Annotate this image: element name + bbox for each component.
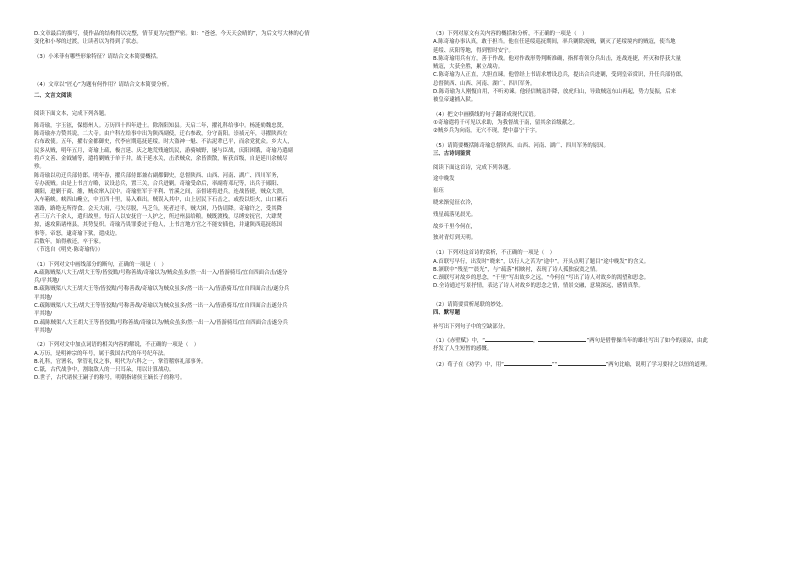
option-line: B.陈奇瑜用兵有方，善于作战。他对作战形势判断准确，指挥将领分兵出击，连战连捷，歼灭和俘获大量 bbox=[433, 55, 681, 62]
section-heading: 四、默写题 bbox=[433, 310, 460, 317]
text-line: D.文章最后的描写，使作品的结构得以完整，情节更为完整严密。如：“爸爸，今天天会晴的”，为后文写大林的心情 bbox=[34, 31, 310, 37]
fill-text: ”两句比喻，说明了学习要持之以恒的道理。 bbox=[605, 362, 711, 369]
passage-line: 陈奇瑜以功迁兵部侍郎。明年春，擢兵部侍郎兼右副都御史，总督陕西、山西、河南、湖广、四川军务， bbox=[34, 172, 282, 179]
fill-question-1 bbox=[433, 335, 771, 345]
poem-author: 崔珏 bbox=[433, 188, 444, 195]
option-line: B.颔联中“残星”“晨光”，与“疏落”相映衬，表现了诗人孤独寂寞之情。 bbox=[433, 266, 601, 273]
passage-source: （节选自《明史·陈奇瑜传》） bbox=[34, 247, 104, 254]
reading-intro: 阅读下面文本，完成下列各题。 bbox=[34, 111, 110, 118]
poem-line: 晓来渐觉征衣冷， bbox=[433, 200, 477, 207]
option-line: 平其地/ bbox=[34, 311, 52, 318]
fill-blank[interactable] bbox=[504, 359, 552, 366]
passage-line: 陈奇瑜亦力赞其说，二大寺。由户科左给事中出为陕西副使，迁右参政，分守南阳。崇祯元年，寻擢陕西左 bbox=[34, 131, 288, 138]
question-5: （5）请简要概括陈奇瑜总督陕西、山西、河南、湖广、四川军务的原因。 bbox=[433, 142, 609, 149]
option-line: 兵/平其地/ bbox=[34, 278, 60, 285]
fill-blank[interactable] bbox=[558, 359, 606, 366]
fill-question-2 bbox=[433, 359, 771, 369]
fill-text: ”两句是借曹操当年的雄壮写出了如今的凄凉，由此 bbox=[586, 337, 708, 344]
question-2: （2）请简要赏析尾联的妙处。 bbox=[433, 301, 507, 308]
question-3: （3）下列对原文有关内容的概括和分析，不正确的一项是（ ） bbox=[433, 31, 588, 37]
question-3: （3）小米菲有哪些形象特征？请结合文本简要概括。 bbox=[34, 53, 162, 60]
question-1: （1）下列对文中画线部分的断句，正确的一项是（ ） bbox=[34, 261, 167, 268]
option-line: C.舐，古代战争中，割取敌人的一只耳朵，用以计算战功。 bbox=[34, 367, 175, 374]
option-line: B.疏陈贼渠八大王胡大王等/皆狡黠/号称善战/奇瑜以为贼众虽多/然一出一入/皆游骑耳/宜自四面合击/遂分兵 bbox=[34, 286, 290, 293]
question-4: （4）把文中画横线的句子翻译成现代汉语。 bbox=[433, 111, 539, 118]
poem-title: 途中晚发 bbox=[433, 176, 455, 183]
question-4: （4）文章以“匠心”为题有何作用？请结合文本简要分析。 bbox=[34, 81, 173, 88]
option-line: 贼寇，大获全胜，累立战功。 bbox=[433, 64, 504, 71]
option-line: A.陈奇瑜办事认真，敢于担当。他在任延绥巡抚期间，率兵剿除流贼，剿灭了延绥境内的贼寇，使当地 bbox=[433, 39, 676, 46]
option-line: A.首联写早行，出发时“晓来”，以行人之苦为“途中”。开头点明了题目“途中晚发”的含义。 bbox=[433, 258, 650, 265]
option-line: 总督陕西、山西、河南、湖广、四川军务。 bbox=[433, 80, 536, 87]
passage-line: 右布政使。五年，擢右金都御史，代李应期巡抚延绥。时大盗神一魁、不沾泥辈已平，而余党犹众。乡大人， bbox=[34, 139, 293, 146]
question-1: （1）下列对这首诗的赏析，不正确的一项是（ ） bbox=[433, 250, 556, 257]
option-line: B.礼科，官署名，掌管礼仪之事，明代为六科之一，掌管稽察礼部事务。 bbox=[34, 358, 207, 365]
passage-line: 将卢文善、金钺辅等，遣将剿贼于单于井，战于延水关，击杀贼众，余皆溃散，斩获首级，自是延川余贼尽 bbox=[34, 155, 288, 162]
passage-line: 殄。 bbox=[34, 164, 45, 171]
passage-line: 后数年，始得赦还，卒于家。 bbox=[34, 238, 105, 245]
fill-question-1-tail: 抒发了人生短暂的感慨。 bbox=[433, 345, 493, 352]
text-line: 变化和小琴的过渡，让读者以为得到了状态。 bbox=[34, 39, 142, 46]
passage-line: 民多从贼，明年五月，奇瑜上疏，极言延、庆之地荒残逾饥民，游骑城野，屡与臣战，庆阳困饿，奇瑜乃遣副 bbox=[34, 147, 293, 154]
passage-line: 塞路，路绝无所得食。会天大雨，弓矢尽脱，马乏刍，死者过半，贼大困，乃伪请降。奇瑜许之，受其降 bbox=[34, 205, 282, 212]
passage-line: 者三万六千余人，遣归故里。每百人以安抚官一人护之，所过州县给粮。贼既渡栈，尽缚安抚官，大肆焚 bbox=[34, 214, 282, 221]
fill-blank[interactable] bbox=[538, 335, 586, 342]
poem-line: 残星疏落见晨光。 bbox=[433, 211, 477, 218]
translation-item: ②贼乡兵为向南，无穴不现，楚中嘉宁于字。 bbox=[433, 128, 541, 135]
option-line: 延绥、庆阳等地，得到暂时安宁。 bbox=[433, 47, 514, 54]
fill-intro: 补写出下列句子中的空缺部分。 bbox=[433, 324, 509, 331]
option-line: 平其地/ bbox=[34, 327, 52, 334]
fill-text: ， bbox=[533, 337, 539, 344]
option-line: D.疏陈贼渠八大王胡大王等皆狡黠/号称善战/奇瑜以为/贼众虽多/然一出一入/皆游骑耳/宜自四面合击遂分兵 bbox=[34, 319, 288, 326]
option-line: 平其地/ bbox=[34, 294, 52, 301]
option-line: C.颈联写对故乡的思念，“千里”写出故乡之远，“今何在”写出了诗人对故乡的渴望和思念。 bbox=[433, 275, 650, 282]
option-line: D.全诗通过写景抒情，表达了诗人对故乡的思念之情，情景交融，意境深远，感情真挚。 bbox=[433, 283, 644, 290]
option-line: D.陈奇瑜为人刚愎自用，不听劝谏。他轻信贼寇诈降，放虎归山，导致贼寇东山再起，势力复振，后来 bbox=[433, 89, 677, 96]
fill-text: （1）《赤壁赋》中，“ bbox=[433, 337, 486, 344]
fill-blank[interactable] bbox=[485, 335, 533, 342]
option-line: 被皇帝逮捕入狱。 bbox=[433, 97, 477, 104]
classical-passage bbox=[34, 122, 364, 246]
passage-line: 专办流贼。由是上书言方略，议设总兵，置三关，合兵进剿。奇瑜受命后，率副将邓玘等，出兵于郧阳、 bbox=[34, 180, 282, 187]
option-line: D.世子，古代诸侯王嗣子的称号，明朝指诸侯王嫡长子的称号。 bbox=[34, 375, 186, 382]
passage-line: 襄阳，进剿于商、雒，贼众窜入汉中。奇瑜驻军于平利、竹溪之间，亲督诸将进兵，连战皆捷，贼众大溃， bbox=[34, 189, 288, 196]
passage-line: 入车箱峡。峡四山巉立，中亘四十里，易入难出。贼误入其中，山上居民下石击之，或投以炬火，山口累石 bbox=[34, 197, 288, 204]
section-heading: 二、文言文阅读 bbox=[34, 93, 72, 100]
section-heading: 三、古诗词鉴赏 bbox=[433, 150, 471, 157]
translation-item: ①奇瑜遣将千可见以求助，为我督战于南，留其余首级献之。 bbox=[433, 119, 578, 126]
poem-intro: 阅读下面这首诗，完成下列各题。 bbox=[433, 165, 514, 172]
question-2: （2）下列对文中加点词语的相关内容的解说，不正确的一项是（ ） bbox=[34, 342, 200, 349]
fill-text: （2）荀子在《劝学》中，用“ bbox=[433, 362, 504, 369]
poem-line: 故乡千里今何在， bbox=[433, 223, 477, 230]
left-column bbox=[34, 30, 364, 383]
right-column bbox=[433, 30, 771, 370]
option-line: C.陈奇瑜为人正直，大胆直谏。他曾经上书请求增设总兵，提出合兵进剿，受到皇帝赏识，升任兵部侍郎， bbox=[433, 72, 687, 79]
poem-block bbox=[433, 175, 771, 243]
option-line: C.疏陈贼渠八大王/胡大王等皆狡黠/号称善战/奇瑜以为贼众虽多/然一出一入/皆游骑耳/宜自四面合击遂分兵 bbox=[34, 303, 288, 310]
option-line: A.万历，是明神宗的年号，属于我国古代的年号纪年法。 bbox=[34, 350, 169, 357]
passage-line: 事等。帝怒，逮奇瑜下狱，遣戍边。 bbox=[34, 230, 121, 237]
passage-line: 掠，遂攻陷诸州县，其势复炽。奇瑜乃畏罪委过于他人，上书言地方官之不能安插也，并逮陕西巡抚练国 bbox=[34, 222, 282, 229]
fill-text: ”“ bbox=[551, 362, 558, 369]
poem-line: 独对青灯到天明。 bbox=[433, 235, 477, 242]
option-line: A.疏陈贼渠八大王/胡大王等/皆狡黠/号称善战/奇瑜以为/贼众虽多/然一出一入/皆游骑耳/宜自四面合击/遂分 bbox=[34, 269, 288, 276]
passage-line: 陈奇瑜，字玉铉，保德州人。万历四十四年进士。除洛阳知县。天启二年，擢礼科给事中。杨涟劾魏忠贤， bbox=[34, 122, 288, 129]
